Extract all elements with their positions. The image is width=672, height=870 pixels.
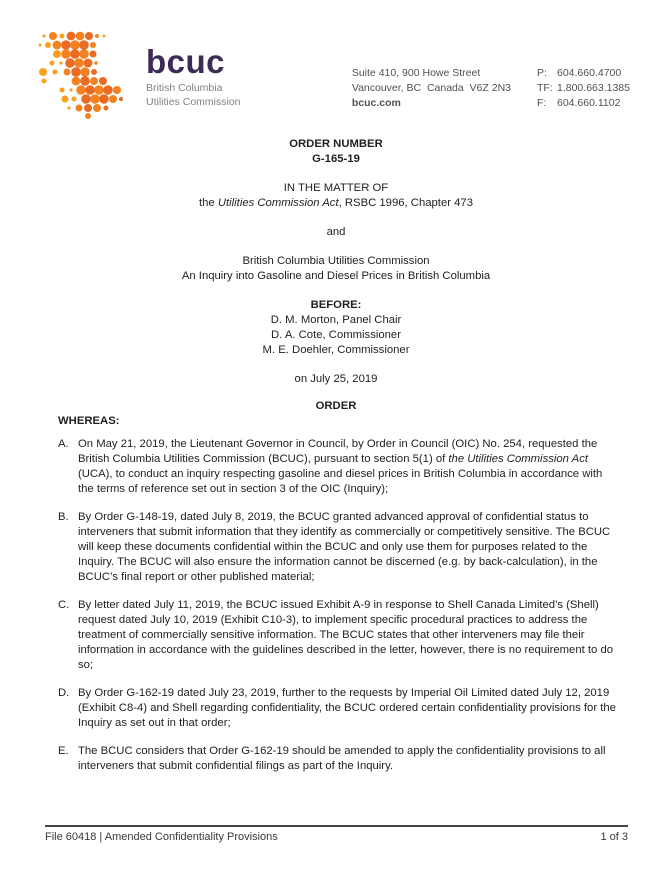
tollfree-label: TF: — [537, 82, 553, 94]
phone-line — [537, 66, 630, 81]
and-separator: and — [326, 226, 346, 238]
recital-letter: C. — [58, 599, 70, 611]
before-label: BEFORE: — [310, 299, 362, 311]
order-heading: ORDER — [315, 400, 357, 412]
bcuc-wordmark: bcuc — [146, 43, 226, 80]
recital-text: By Order G-148-19, dated July 8, 2019, the BCUC granted advanced approval of confidential status to interveners that submit information that they identify as commercially or competitively sensitive. The BCUC will keep these documents confidential within the BCUC and only use them for purposes related to the Inquiry. The BCUC will also ensure the information cannot be discerned (e.g. by back-calculation), in the BCUC’s final report or other published material; — [78, 511, 611, 583]
title-block — [0, 137, 672, 414]
tollfree-number: 1.800.663.1385 — [557, 82, 630, 94]
act-name: Utilities Commission Act — [217, 197, 339, 209]
in-the-matter-of: IN THE MATTER OF — [283, 182, 389, 194]
recital-a-before-italic: On May 21, 2019, the Lieutenant Governor in Council, by Order in Council (OIC) No. 254, requested the British Columbia Utilities Commission (BCUC), pursuant to section 5(1) of — [78, 438, 598, 465]
recital-text: By Order G-162-19 dated July 23, 2019, further to the requests by Imperial Oil Limited dated July 12, 2019 (Exhibit C8-4) and Shell regarding confidentiality, the BCUC ordered certain confidentiality provisions for the Inquiry as set out in that order; — [78, 687, 616, 729]
fax-number: 604.660.1102 — [557, 97, 621, 109]
order-date: on July 25, 2019 — [294, 373, 378, 385]
recital-a — [58, 437, 617, 497]
act-suffix: , RSBC 1996, Chapter 473 — [338, 197, 473, 209]
brand-tagline-line1: British Columbia — [146, 82, 223, 94]
recital-e — [58, 744, 617, 774]
panel-member-2: D. A. Cote, Commissioner — [271, 329, 401, 341]
recital-b — [58, 510, 617, 585]
fax-label: F: — [537, 97, 547, 109]
website-text: bcuc.com — [351, 97, 401, 109]
brand-tagline-line2: Utilities Commission — [146, 95, 241, 108]
contact-address-column — [352, 66, 511, 111]
recital-text: By letter dated July 11, 2019, the BCUC issued Exhibit A-9 in response to Shell Canada Limited’s (Shell) request dated July 10, 2019 (Exhibit C10-3), to implement specific procedural practices to address the treatment of commercially sensitive information. The BCUC states that other interveners may file their information in accordance with the guidelines described in the letter, however, there is no requirement to do so; — [78, 599, 614, 671]
recital-letter: A. — [58, 438, 69, 450]
recital-c — [58, 598, 617, 673]
recital-text: The BCUC considers that Order G-162-19 should be amended to apply the confidentiality provisions to all interveners that submit confidential filings as part of the Inquiry. — [78, 745, 606, 772]
tollfree-line — [537, 81, 630, 96]
address-line-1: Suite 410, 900 Howe Street — [351, 67, 481, 79]
order-number: G-165-19 — [312, 153, 360, 165]
order-number-label: ORDER NUMBER — [289, 138, 383, 150]
fax-line — [537, 96, 630, 111]
panel-member-1: D. M. Morton, Panel Chair — [270, 314, 402, 326]
act-prefix: the — [199, 197, 218, 209]
panel-member-3: M. E. Doehler, Commissioner — [262, 344, 410, 356]
act-citation — [0, 196, 672, 211]
letterhead — [0, 0, 672, 125]
contact-phone-column — [537, 66, 630, 111]
recitals-list — [58, 437, 617, 774]
recital-a-after-italic: (UCA), to conduct an inquiry respecting gasoline and diesel prices in British Columbia in accordance with the terms of reference set out in section 3 of the OIC (Inquiry); — [78, 468, 603, 495]
brand-block — [146, 43, 241, 109]
order-body — [0, 414, 672, 774]
bcuc-logo — [38, 30, 138, 122]
recital-a-act-name: the Utilities Commission Act — [448, 453, 588, 465]
recital-letter: D. — [58, 687, 70, 699]
whereas-label: WHEREAS: — [58, 415, 120, 427]
recital-letter: E. — [58, 745, 69, 757]
inquiry-title: An Inquiry into Gasoline and Diesel Prices in British Columbia — [181, 270, 491, 282]
footer-file-label: File 60418 | Amended Confidentiality Provisions — [45, 831, 278, 843]
page-footer — [45, 825, 628, 843]
phone-label: P: — [537, 67, 547, 79]
footer-page-number: 1 of 3 — [600, 831, 628, 843]
commission-name: British Columbia Utilities Commission — [242, 255, 430, 267]
recital-text — [78, 437, 617, 497]
recital-d — [58, 686, 617, 731]
recital-letter: B. — [58, 511, 69, 523]
contact-info — [352, 66, 630, 111]
phone-number: 604.660.4700 — [557, 67, 622, 79]
address-line-2: Vancouver, BC Canada V6Z 2N3 — [351, 82, 511, 94]
